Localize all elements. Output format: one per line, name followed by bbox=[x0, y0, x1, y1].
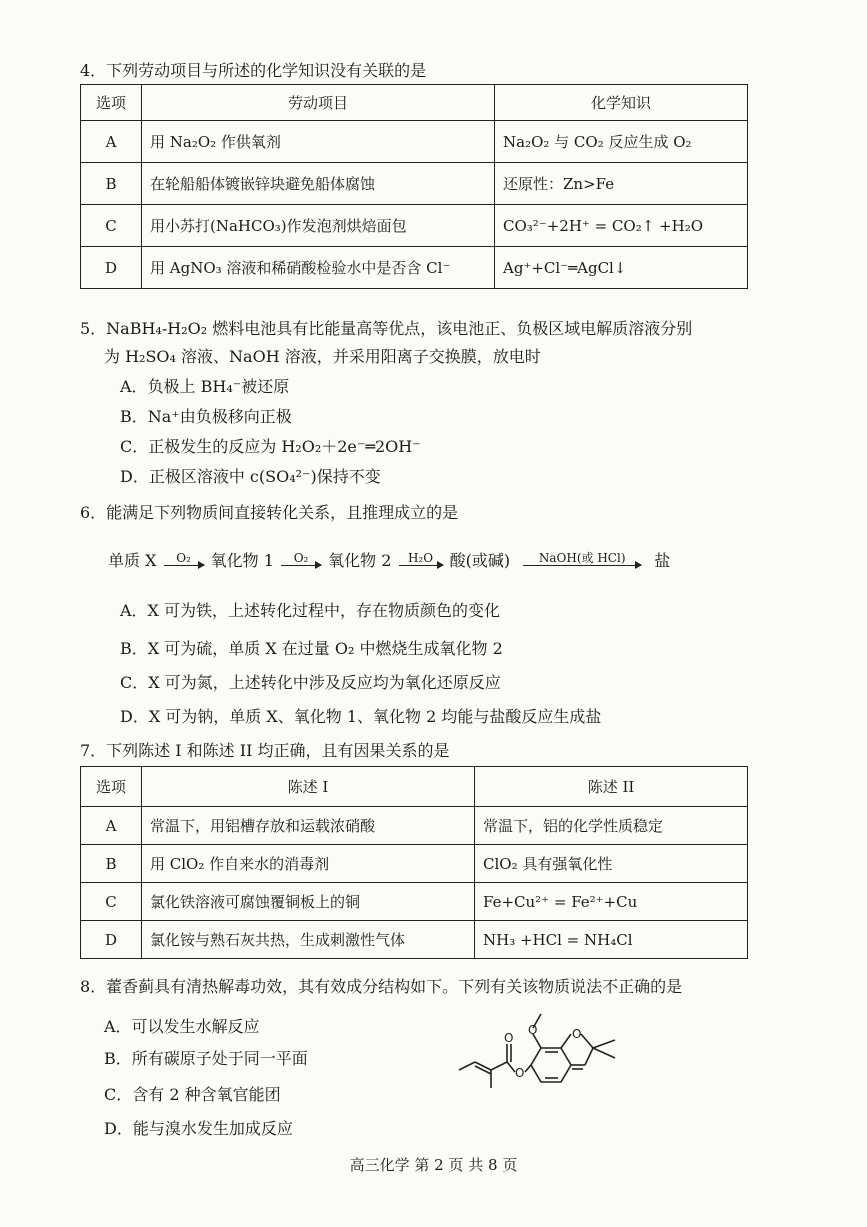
scheme-salt: 盐 bbox=[654, 551, 671, 570]
arrow-line bbox=[523, 565, 641, 566]
alkene-bond bbox=[491, 1062, 507, 1070]
ester-o-bond bbox=[525, 1065, 531, 1072]
gem-dimethyl-bond bbox=[581, 1034, 593, 1048]
arrow-naoh-hcl bbox=[523, 551, 641, 566]
ring-o-bond bbox=[561, 1034, 571, 1048]
q7-row-b-option: B bbox=[81, 845, 142, 883]
q4-row-a-knowledge: Na₂O₂ 与 CO₂ 反应生成 O₂ bbox=[495, 121, 748, 163]
q4-header-knowledge: 化学知识 bbox=[495, 85, 748, 121]
q8-stem: 8．藿香蓟具有清热解毒功效，其有效成分结构如下。下列有关该物质说法不正确的是 bbox=[80, 977, 683, 996]
table-row bbox=[81, 807, 748, 845]
methyl-2 bbox=[593, 1048, 615, 1058]
arrow-line bbox=[399, 565, 443, 566]
q7-header-statement-1: 陈述 I bbox=[142, 767, 475, 807]
terminal-methyl bbox=[459, 1062, 475, 1070]
arrow-label: O₂ bbox=[293, 551, 309, 565]
table-row bbox=[81, 163, 748, 205]
q4-row-d-option: D bbox=[81, 247, 142, 289]
q5-option-a: A．负极上 BH₄⁻被还原 bbox=[120, 377, 290, 396]
q7-row-d-option: D bbox=[81, 921, 142, 959]
q5-option-c: C．正极发生的反应为 H₂O₂＋2e⁻═2OH⁻ bbox=[120, 437, 421, 456]
benzene-ring bbox=[531, 1048, 571, 1082]
q4-row-b-option: B bbox=[81, 163, 142, 205]
q6-option-d: D．X 可为钠，单质 X、氧化物 1、氧化物 2 均能与盐酸反应生成盐 bbox=[120, 707, 602, 726]
q7-row-b-statement-1: 用 ClO₂ 作自来水的消毒剂 bbox=[142, 845, 475, 883]
q4-row-a-labor: 用 Na₂O₂ 作供氧剂 bbox=[142, 121, 495, 163]
methyl-1 bbox=[593, 1040, 615, 1048]
table-row bbox=[81, 921, 748, 959]
q7-row-a-statement-1: 常温下，用铝槽存放和运载浓硝酸 bbox=[142, 807, 475, 845]
q4-row-a-option: A bbox=[81, 121, 142, 163]
q5-stem-line1: 5．NaBH₄-H₂O₂ 燃料电池具有比能量高等优点，该电池正、负极区域电解质溶液分别 bbox=[80, 319, 693, 338]
q7-row-d-statement-1: 氯化铵与熟石灰共热，生成刺激性气体 bbox=[142, 921, 475, 959]
table-row bbox=[81, 121, 748, 163]
q4-row-d-labor: 用 AgNO₃ 溶液和稀硝酸检验水中是否含 Cl⁻ bbox=[142, 247, 495, 289]
q5-option-d: D．正极区溶液中 c(SO₄²⁻)保持不变 bbox=[120, 467, 381, 486]
q8-option-d: D．能与溴水发生加成反应 bbox=[104, 1119, 293, 1138]
arrow-o2-1 bbox=[164, 551, 204, 566]
q7-row-c-option: C bbox=[81, 883, 142, 921]
arrow-label: H₂O bbox=[407, 551, 434, 565]
q4-row-b-labor: 在轮船船体镀嵌锌块避免船体腐蚀 bbox=[142, 163, 495, 205]
scheme-element-x: 单质 X bbox=[108, 551, 157, 570]
ester-o-label: O bbox=[515, 1066, 525, 1080]
q6-option-a: A．X 可为铁，上述转化过程中，存在物质颜色的变化 bbox=[120, 601, 501, 620]
q4-row-c-labor: 用小苏打(NaHCO₃)作发泡剂烘焙面包 bbox=[142, 205, 495, 247]
q4-header-option: 选项 bbox=[81, 85, 142, 121]
q4-header-row bbox=[81, 85, 748, 121]
q8-option-c: C．含有 2 种含氧官能团 bbox=[104, 1085, 281, 1104]
arrow-label: NaOH(或 HCl) bbox=[538, 551, 626, 565]
scheme-oxide-1: 氧化物 1 bbox=[210, 551, 274, 570]
q6-conversion-scheme bbox=[108, 548, 670, 571]
q4-row-b-knowledge: 还原性：Zn>Fe bbox=[495, 163, 748, 205]
q4-table bbox=[80, 84, 748, 289]
arrow-h2o bbox=[399, 551, 443, 566]
q6-option-b: B．X 可为硫，单质 X 在过量 O₂ 中燃烧生成氧化物 2 bbox=[120, 639, 503, 658]
q4-row-c-option: C bbox=[81, 205, 142, 247]
q6-stem: 6．能满足下列物质间直接转化关系，且推理成立的是 bbox=[80, 503, 459, 522]
q7-row-d-statement-2: NH₃ +HCl = NH₄Cl bbox=[475, 921, 748, 959]
q6-option-c: C．X 可为氮，上述转化中涉及反应均为氧化还原反应 bbox=[120, 673, 501, 692]
q4-row-c-knowledge: CO₃²⁻+2H⁺ = CO₂↑ +H₂O bbox=[495, 205, 748, 247]
q4-row-d-knowledge: Ag⁺+Cl⁻═AgCl↓ bbox=[495, 247, 748, 289]
page-footer: 高三化学 第 2 页 共 8 页 bbox=[349, 1156, 518, 1174]
arrow-label: O₂ bbox=[176, 551, 191, 565]
q4-stem: 4．下列劳动项目与所述的化学知识没有关联的是 bbox=[80, 61, 427, 80]
scheme-acid-base: 酸(或碱) bbox=[449, 551, 511, 570]
q4-header-labor: 劳动项目 bbox=[142, 85, 495, 121]
table-row bbox=[81, 883, 748, 921]
q5-option-b: B．Na⁺由负极移向正极 bbox=[120, 407, 292, 426]
q7-stem: 7．下列陈述 I 和陈述 II 均正确，且有因果关系的是 bbox=[80, 741, 450, 760]
q7-row-c-statement-2: Fe+Cu²⁺ = Fe²⁺+Cu bbox=[475, 883, 748, 921]
carbonyl-o-label: O bbox=[504, 1031, 514, 1045]
q7-row-c-statement-1: 氯化铁溶液可腐蚀覆铜板上的铜 bbox=[142, 883, 475, 921]
q7-header-row bbox=[81, 767, 748, 807]
q7-header-option: 选项 bbox=[81, 767, 142, 807]
q7-row-a-option: A bbox=[81, 807, 142, 845]
methoxy-o-label: O bbox=[528, 1023, 538, 1037]
scheme-oxide-2: 氧化物 2 bbox=[328, 551, 392, 570]
arrow-line bbox=[164, 565, 204, 566]
ring-o-label: O bbox=[572, 1027, 582, 1041]
q8-option-a: A．可以发生水解反应 bbox=[104, 1017, 260, 1036]
ring-bond bbox=[585, 1048, 593, 1065]
ageratochromene-structure-diagram bbox=[455, 1010, 655, 1110]
table-row bbox=[81, 845, 748, 883]
ester-bond bbox=[507, 1062, 515, 1072]
alkene-double-bond bbox=[475, 1062, 491, 1070]
arrow-o2-2 bbox=[281, 551, 321, 566]
q7-header-statement-2: 陈述 II bbox=[475, 767, 748, 807]
table-row bbox=[81, 205, 748, 247]
q7-row-b-statement-2: ClO₂ 具有强氧化性 bbox=[475, 845, 748, 883]
q5-stem-line2: 为 H₂SO₄ 溶液、NaOH 溶液，并采用阳离子交换膜，放电时 bbox=[104, 347, 541, 366]
table-row bbox=[81, 247, 748, 289]
q7-row-a-statement-2: 常温下，铝的化学性质稳定 bbox=[475, 807, 748, 845]
q8-option-b: B．所有碳原子处于同一平面 bbox=[104, 1049, 308, 1068]
q7-table bbox=[80, 766, 748, 959]
arrow-line bbox=[281, 565, 321, 566]
